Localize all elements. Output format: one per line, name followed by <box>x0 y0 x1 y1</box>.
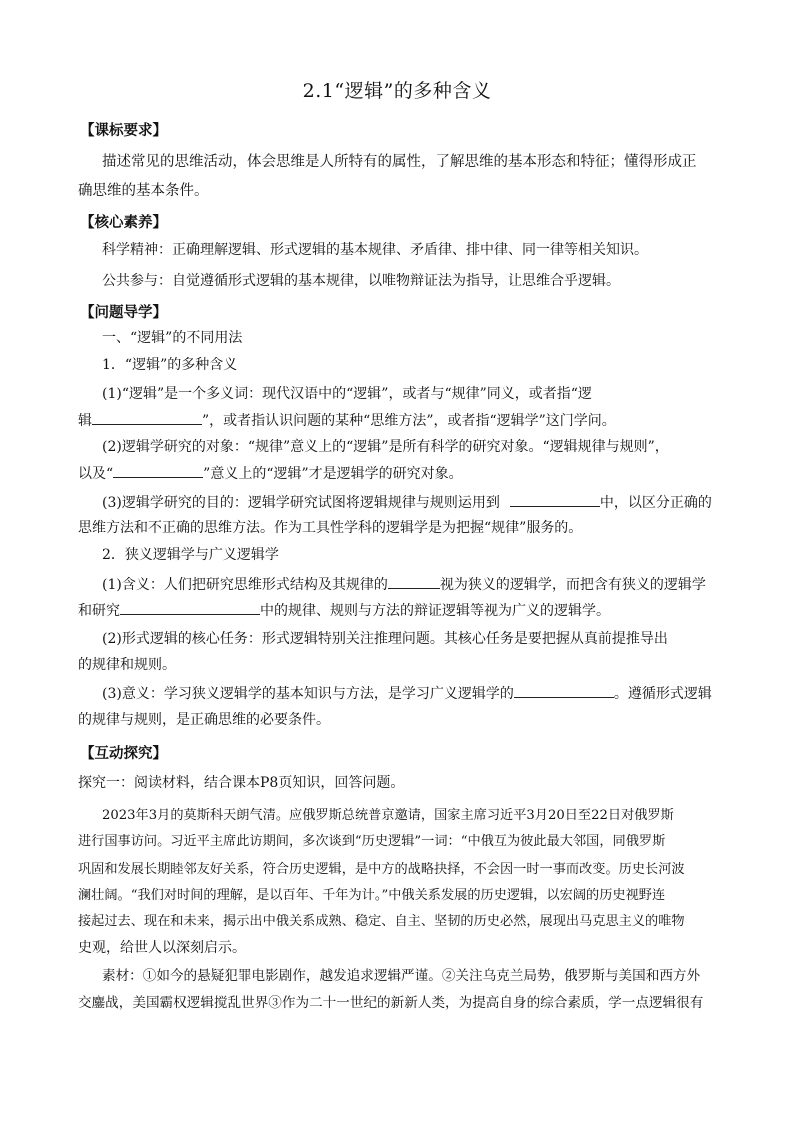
explore-material-line6: 史观，给世人以深刻启示。 <box>78 940 246 956</box>
fill-blank[interactable] <box>510 492 600 507</box>
guide-item-1-line1: (1)“逻辑”是一个多义词：现代汉语中的“逻辑”，或者与“规律”同义，或者指“逻 <box>102 386 592 402</box>
section-heading-explore: 【互动探究】 <box>80 745 167 762</box>
page-title: 2.1“逻辑”的多种含义 <box>302 80 492 102</box>
guide-subheading-2: 2．狭义逻辑学与广义逻辑学 <box>102 547 279 563</box>
text-fragment: 中，以区分正确的 <box>599 495 712 511</box>
explore-material-line3: 巩固和发展长期睦邻友好关系，符合历史逻辑，是中方的战略抉择，不会因一时一事而改变。历史长河波 <box>78 862 685 877</box>
section-heading-literacy: 【核心素养】 <box>80 214 167 231</box>
guide-item-3-line1 <box>102 492 746 513</box>
explore-prompt: 探究一：阅读材料，结合课本P8页知识，回答问题。 <box>78 775 405 791</box>
explore-material-line4: 澜壮阔。“我们对时间的理解，是以百年、千年为计。”中俄关系发展的历史逻辑，以宏阔的历史视野连 <box>78 888 666 903</box>
guide-subheading-1: 1．“逻辑”的多种含义 <box>102 357 238 373</box>
guide-item-3-line2: 思维方法和不正确的思维方法。作为工具性学科的逻辑学是为把握“规律”服务的。 <box>78 520 583 536</box>
literacy-public-participation: 公共参与：自觉遵循形式逻辑的基本规律，以唯物辩证法为指导，让思维合乎逻辑。 <box>102 273 620 289</box>
explore-material-line1: 2023年3月的莫斯科天朗气清。应俄罗斯总统普京邀请，国家主席习近平3月20日至22日对俄罗斯 <box>102 808 674 823</box>
guide-item-1-line2 <box>78 410 722 431</box>
fill-blank[interactable] <box>92 410 202 425</box>
section-heading-requirements: 【课标要求】 <box>80 122 167 139</box>
guide-item-2-line2 <box>78 463 722 484</box>
text-fragment: ”，或者指认识问题的某种“思维方法”，或者指“逻辑学”这门学问。 <box>202 413 616 429</box>
requirements-text-line1: 描述常见的思维活动，体会思维是人所特有的属性，了解思维的基本形态和特征；懂得形成正 <box>102 154 697 170</box>
fill-blank[interactable] <box>388 574 440 589</box>
text-fragment: 视为狭义的逻辑学，而把含有狭义的逻辑学 <box>439 577 706 593</box>
text-fragment: (3)逻辑学研究的目的：逻辑学研究试图将逻辑规律与规则运用到 <box>102 495 500 511</box>
guide-item-2-line1: (2)逻辑学研究的对象：“规律”意义上的“逻辑”是所有科学的研究对象。“逻辑规律与规则”， <box>102 439 669 455</box>
text-fragment: (1)含义：人们把研究思维形式结构及其规律的 <box>102 577 388 593</box>
explore-source-line1: 素材：①如今的悬疑犯罪电影剧作，越发追求逻辑严谨。②关注乌克兰局势，俄罗斯与美国和西方外 <box>102 968 701 984</box>
guide-item-5-line2: 的规律和规则。 <box>78 657 176 673</box>
text-fragment: ”意义上的“逻辑”才是逻辑学的研究对象。 <box>203 466 463 482</box>
requirements-text-line2: 确思维的基本条件。 <box>78 183 209 199</box>
text-fragment: 中的规律、规则与方法的辩证逻辑等视为广义的逻辑学。 <box>260 603 610 619</box>
guide-heading-one: 一、“逻辑”的不同用法 <box>102 330 243 346</box>
guide-item-6-line1 <box>102 683 746 704</box>
section-heading-guide: 【问题导学】 <box>80 304 167 321</box>
explore-material-line2: 进行国事访问。习近平主席此访期间，多次谈到“历史逻辑”一词：“中俄互为彼此最大邻国，同俄罗斯 <box>78 834 666 849</box>
text-fragment: 和研究 <box>78 603 120 619</box>
text-fragment: 以及“ <box>78 466 114 482</box>
text-fragment: (3)意义：学习狭义逻辑学的基本知识与方法，是学习广义逻辑学的 <box>102 686 514 702</box>
fill-blank[interactable] <box>113 463 203 478</box>
guide-item-4-line2 <box>78 600 722 621</box>
text-fragment: 。遵循形式逻辑 <box>613 686 712 702</box>
literacy-science-spirit: 科学精神：正确理解逻辑、形式逻辑的基本规律、矛盾律、排中律、同一律等相关知识。 <box>102 242 648 258</box>
text-fragment: 辑 <box>78 413 92 429</box>
fill-blank[interactable] <box>514 683 614 698</box>
guide-item-6-line2: 的规律与规则，是正确思维的必要条件。 <box>78 712 330 728</box>
fill-blank[interactable] <box>120 600 260 615</box>
explore-material-line5: 接起过去、现在和未来，揭示出中俄关系成熟、稳定、自主、坚韧的历史必然，展现出马克思主义的唯物 <box>78 914 685 929</box>
explore-source-line2: 交鏖战，美国霸权逻辑搅乱世界③作为二十一世纪的新新人类，为提高自身的综合素质，学一点逻辑很有 <box>78 995 704 1011</box>
guide-item-5-line1: (2)形式逻辑的核心任务：形式逻辑特别关注推理问题。其核心任务是要把握从真前提推导出 <box>102 631 668 647</box>
guide-item-4-line1 <box>102 574 746 595</box>
